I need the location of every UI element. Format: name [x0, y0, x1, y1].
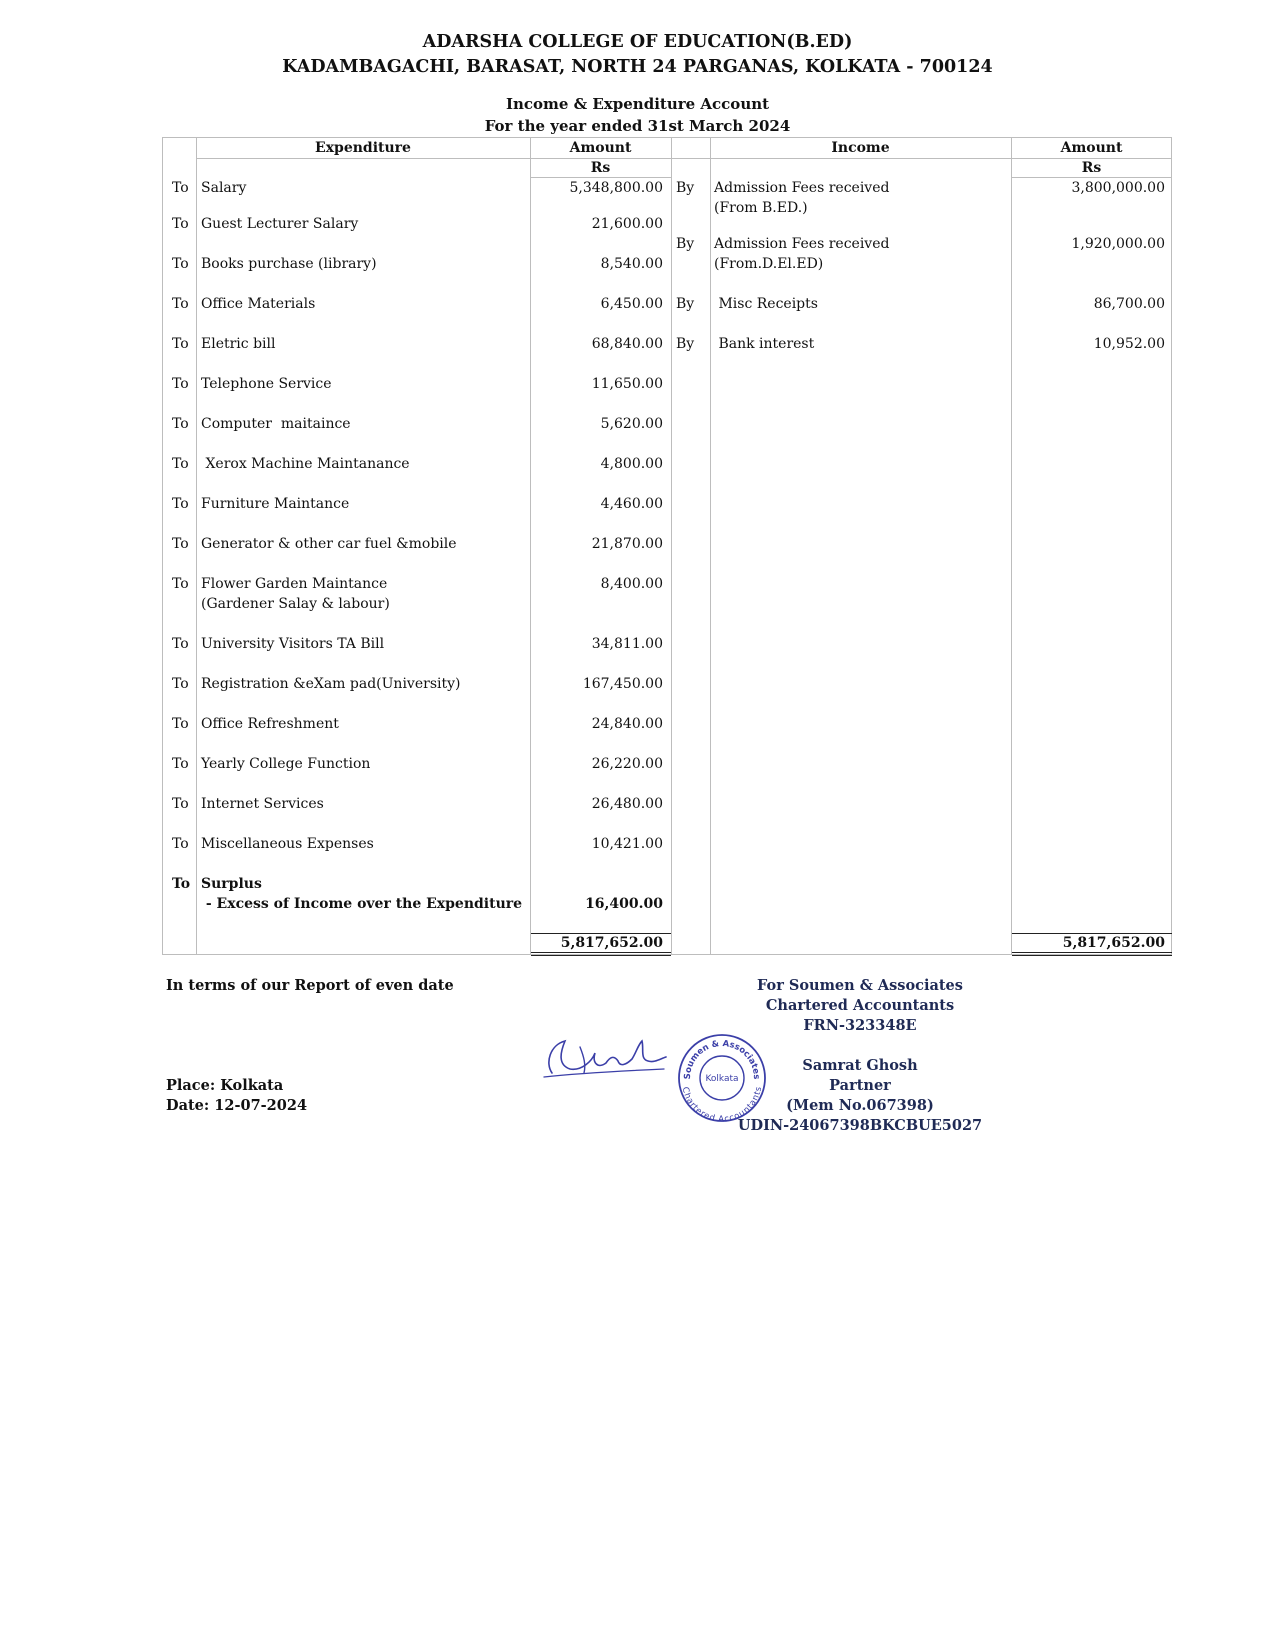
expenditure-column-header: Expenditure — [315, 140, 411, 156]
row-prefix: To — [172, 456, 189, 472]
row-amount: 26,220.00 — [591, 756, 663, 772]
row-label: Misc Receipts — [714, 296, 818, 312]
row-label-continued: (Gardener Salay & labour) — [201, 596, 390, 612]
income-currency-label: Rs — [1081, 160, 1102, 176]
place: Place: Kolkata — [166, 1077, 284, 1094]
row-prefix: To — [172, 756, 189, 772]
firm-name: For Soumen & Associates — [757, 977, 963, 994]
row-amount: 3,800,000.00 — [1071, 180, 1165, 196]
institution-address: KADAMBAGACHI, BARASAT, NORTH 24 PARGANAS, KOLKATA - 700124 — [282, 57, 993, 77]
income-total: 5,817,652.00 — [1062, 935, 1165, 951]
row-amount: 5,620.00 — [600, 416, 663, 432]
signatory-name: Samrat Ghosh — [802, 1057, 918, 1074]
expenditure-amount-header: Amount — [569, 140, 632, 156]
row-label: Flower Garden Maintance — [201, 576, 388, 592]
row-prefix: By — [676, 296, 695, 312]
institution-name: ADARSHA COLLEGE OF EDUCATION(B.ED) — [422, 32, 853, 52]
row-prefix: To — [172, 416, 189, 432]
firm-registration: FRN-323348E — [803, 1017, 917, 1034]
row-amount: 21,870.00 — [591, 536, 663, 552]
row-label: Miscellaneous Expenses — [201, 836, 374, 852]
row-amount: 34,811.00 — [591, 636, 663, 652]
svg-text:Chartered Accountants: Chartered Accountants — [679, 1085, 765, 1124]
row-amount: 4,460.00 — [600, 496, 663, 512]
row-prefix: To — [172, 496, 189, 512]
row-label: Admission Fees received — [714, 236, 890, 252]
row-label: Books purchase (library) — [201, 256, 377, 272]
report-note: In terms of our Report of even date — [166, 977, 454, 994]
svg-text:Kolkata: Kolkata — [705, 1074, 739, 1084]
row-prefix: To — [172, 876, 191, 892]
row-label: Computer maitaince — [201, 416, 351, 432]
row-label: Admission Fees received — [714, 180, 890, 196]
firm-seal-stamp — [676, 1032, 768, 1124]
row-label-continued: (From.D.El.ED) — [714, 256, 824, 272]
row-prefix: To — [172, 796, 189, 812]
row-label: Xerox Machine Maintanance — [201, 456, 410, 472]
row-prefix: To — [172, 180, 189, 196]
surplus-sub-label: - Excess of Income over the Expenditure — [201, 896, 523, 912]
row-prefix: To — [172, 716, 189, 732]
statement-title: Income & Expenditure Account — [505, 95, 770, 113]
row-prefix: To — [172, 296, 189, 312]
row-label: Eletric bill — [201, 336, 276, 352]
svg-text:Soumen & Associates: Soumen & Associates — [682, 1038, 762, 1080]
row-label: Office Materials — [201, 296, 316, 312]
income-expenditure-table — [162, 137, 1172, 955]
membership-number: (Mem No.067398) — [786, 1097, 934, 1114]
expenditure-currency-label: Rs — [590, 160, 611, 176]
firm-type: Chartered Accountants — [765, 997, 955, 1014]
row-prefix: By — [676, 180, 695, 196]
surplus-label: Surplus — [201, 876, 262, 892]
row-amount: 11,650.00 — [591, 376, 663, 392]
row-amount: 68,840.00 — [591, 336, 663, 352]
row-label: University Visitors TA Bill — [201, 636, 385, 652]
row-label: Generator & other car fuel &mobile — [201, 536, 457, 552]
row-label: Salary — [201, 180, 247, 196]
row-amount: 26,480.00 — [591, 796, 663, 812]
expenditure-total: 5,817,652.00 — [560, 935, 663, 951]
row-prefix: To — [172, 376, 189, 392]
signature — [540, 1033, 670, 1083]
row-prefix: To — [172, 216, 189, 232]
income-column-header: Income — [831, 140, 890, 156]
row-label: Yearly College Function — [201, 756, 371, 772]
row-label: Office Refreshment — [201, 716, 339, 732]
row-prefix: To — [172, 636, 189, 652]
row-prefix: To — [172, 256, 189, 272]
row-amount: 8,400.00 — [600, 576, 663, 592]
row-amount: 86,700.00 — [1093, 296, 1165, 312]
row-amount: 4,800.00 — [600, 456, 663, 472]
row-amount: 5,348,800.00 — [569, 180, 663, 196]
row-label: Internet Services — [201, 796, 324, 812]
row-prefix: By — [676, 236, 695, 252]
row-amount: 167,450.00 — [582, 676, 663, 692]
signatory-designation: Partner — [829, 1077, 891, 1094]
udin: UDIN-24067398BKCBUE5027 — [737, 1117, 983, 1134]
row-amount: 24,840.00 — [591, 716, 663, 732]
row-prefix: To — [172, 336, 189, 352]
row-prefix: To — [172, 576, 189, 592]
row-label: Furniture Maintance — [201, 496, 350, 512]
row-amount: 8,540.00 — [600, 256, 663, 272]
row-prefix: By — [676, 336, 695, 352]
row-amount: 10,952.00 — [1093, 336, 1165, 352]
row-prefix: To — [172, 536, 189, 552]
row-label-continued: (From B.ED.) — [714, 200, 808, 216]
surplus-amount: 16,400.00 — [585, 896, 663, 912]
row-amount: 21,600.00 — [591, 216, 663, 232]
row-amount: 6,450.00 — [600, 296, 663, 312]
row-prefix: To — [172, 836, 189, 852]
row-label: Telephone Service — [201, 376, 332, 392]
row-amount: 1,920,000.00 — [1071, 236, 1165, 252]
row-label: Guest Lecturer Salary — [201, 216, 359, 232]
date: Date: 12-07-2024 — [166, 1097, 308, 1114]
row-label: Bank interest — [714, 336, 815, 352]
income-amount-header: Amount — [1060, 140, 1123, 156]
row-prefix: To — [172, 676, 189, 692]
statement-period: For the year ended 31st March 2024 — [484, 117, 791, 135]
row-amount: 10,421.00 — [591, 836, 663, 852]
row-label: Registration &eXam pad(University) — [201, 676, 461, 692]
